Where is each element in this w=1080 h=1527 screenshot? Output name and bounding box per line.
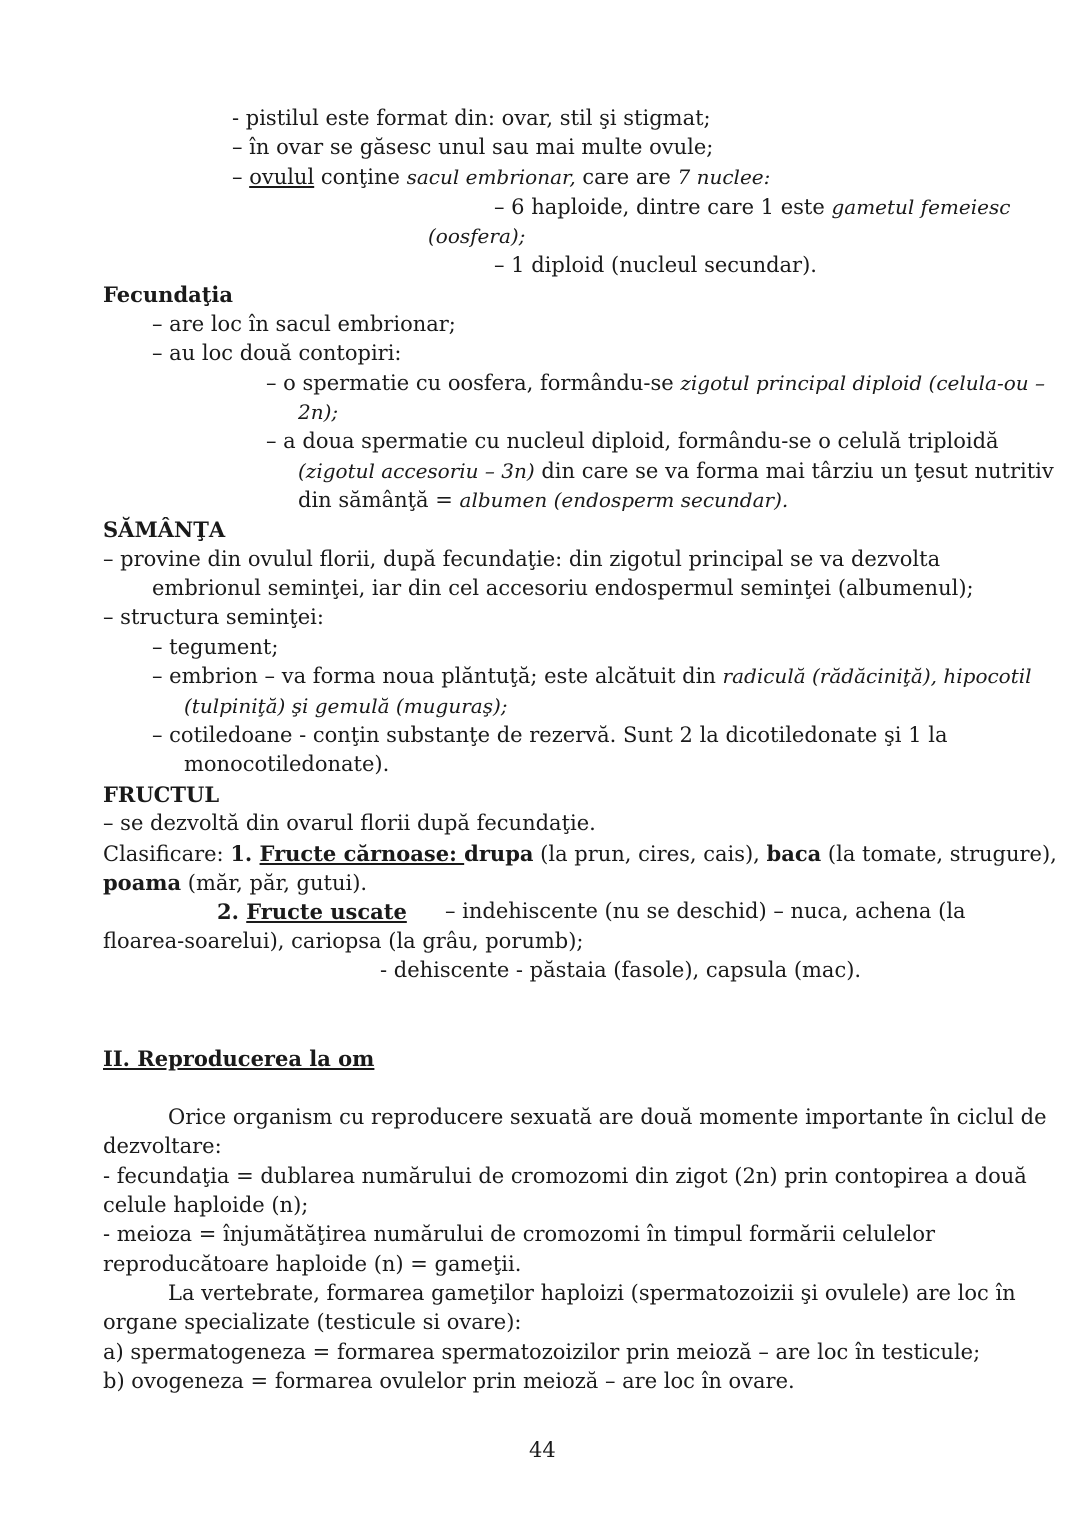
- text: (la tomate, strugure),: [821, 842, 1057, 866]
- fecundatia-line: – au loc două contopiri:: [152, 341, 402, 365]
- fructul-line: – indehiscente (nu se deschid) – nuca, achena (la: [445, 899, 966, 923]
- samanta-line: monocotiledonate).: [184, 752, 390, 776]
- samanta-line: – structura seminţei:: [103, 605, 324, 629]
- nuclee-term: 7 nuclee:: [677, 165, 771, 189]
- baca-term: baca: [766, 841, 822, 866]
- ovar-line: – în ovar se găsesc unul sau mai multe ovule;: [232, 135, 714, 159]
- gamet-term: gametul femeiesc: [831, 195, 1011, 219]
- fecundatia-line: 2n);: [298, 400, 339, 424]
- samanta-line: embrionul seminţei, iar din cel accesoriu endospermul seminţei (albumenul);: [152, 576, 974, 600]
- samanta-line: – provine din ovulul florii, după fecundaţie: din zigotul principal se va dezvolta: [103, 547, 941, 571]
- fecundatia-line: [298, 457, 1054, 486]
- text: din care se va forma mai târziu un ţesut nutritiv: [534, 459, 1054, 483]
- text: care are: [575, 165, 678, 189]
- fructul-line: [103, 868, 367, 898]
- zigot-accesoriu-term: (zigotul accesoriu – 3n): [298, 459, 535, 483]
- text: Clasificare:: [103, 842, 231, 866]
- text: – embrion – va forma noua plăntuţă; este alcătuit din: [152, 664, 723, 688]
- fructul-line: - dehiscente - păstaia (fasole), capsula (mac).: [380, 958, 862, 982]
- fructe-uscate-term: Fructe uscate: [246, 899, 407, 924]
- om-line: La vertebrate, formarea gameţilor haploizi (spermatozoizii şi ovulele) are loc în: [168, 1281, 1016, 1305]
- text: (la prun, cires, cais),: [533, 842, 767, 866]
- radicula-term: radiculă (rădăciniţă), hipocotil: [722, 664, 1032, 688]
- fructul-line: – se dezvoltă din ovarul florii după fecundaţie.: [103, 811, 596, 835]
- samanta-line: – tegument;: [152, 635, 279, 659]
- om-line: - fecundaţia = dublarea numărului de cromozomi din zigot (2n) prin contopirea a două: [103, 1164, 1027, 1188]
- samanta-line: (tulpiniţă) şi gemulă (muguraş);: [184, 694, 508, 718]
- samanta-line: – cotiledoane - conţin substanţe de rezervă. Sunt 2 la dicotiledonate şi 1 la: [152, 723, 948, 747]
- om-line: celule haploide (n);: [103, 1193, 309, 1217]
- text: (măr, păr, gutui).: [181, 871, 368, 895]
- fecundatia-line: – a doua spermatie cu nucleul diploid, formându-se o celulă triploidă: [266, 429, 999, 453]
- text: – 6 haploide, dintre care 1 este: [494, 195, 832, 219]
- pistil-line: - pistilul este format din: ovar, stil şi stigmat;: [232, 106, 711, 130]
- dash: –: [232, 165, 250, 189]
- sac-embrionar-term: sacul embrionar,: [406, 165, 576, 189]
- fecundatia-heading: Fecundaţia: [103, 282, 234, 307]
- text: – o spermatie cu oosfera, formându-se: [266, 371, 681, 395]
- om-line: organe specializate (testicule si ovare):: [103, 1310, 522, 1334]
- fructul-heading: FRUCTUL: [103, 782, 220, 807]
- text: din sămânţă =: [298, 488, 460, 512]
- fructul-line: [217, 897, 442, 927]
- fecundatia-line: [298, 486, 788, 515]
- drupa-term: drupa: [464, 841, 534, 866]
- om-line: - meioza = înjumătăţirea numărului de cromozomi în timpul formării celulelor: [103, 1222, 936, 1246]
- diploid-line: – 1 diploid (nucleul secundar).: [494, 253, 817, 277]
- poama-term: poama: [103, 870, 182, 895]
- om-line: reproducătoare haploide (n) = gameţii.: [103, 1252, 522, 1276]
- page-number: 44: [529, 1438, 556, 1462]
- zigot-principal-term: zigotul principal diploid (celula-ou –: [680, 371, 1046, 395]
- reproducere-om-heading: II. Reproducerea la om: [103, 1046, 375, 1071]
- num: 1.: [230, 841, 260, 866]
- ovulul-term: ovulul: [249, 165, 315, 189]
- albumen-term: albumen (endosperm secundar).: [459, 488, 789, 512]
- samanta-heading: SĂMÂNŢA: [103, 517, 226, 542]
- oosfera-line: (oosfera);: [428, 224, 526, 248]
- samanta-line: [152, 662, 1032, 691]
- fructe-carnoase-term: Fructe cărnoase:: [259, 841, 465, 866]
- om-line: Orice organism cu reproducere sexuată are două momente importante în ciclul de: [168, 1105, 1047, 1129]
- ovulul-line: [232, 163, 770, 192]
- fecundatia-line: – are loc în sacul embrionar;: [152, 312, 456, 336]
- fructul-line: floarea-soarelui), cariopsa (la grâu, porumb);: [103, 929, 584, 953]
- fructul-line: [103, 839, 1057, 869]
- om-line: b) ovogeneza = formarea ovulelor prin meioză – are loc în ovare.: [103, 1369, 795, 1393]
- om-line: dezvoltare:: [103, 1134, 222, 1158]
- haploide-line: [494, 193, 1010, 222]
- fecundatia-line: [266, 369, 1045, 398]
- num: 2.: [217, 899, 247, 924]
- om-line: a) spermatogeneza = formarea spermatozoizilor prin meioză – are loc în testicule;: [103, 1340, 981, 1364]
- text: conţine: [314, 165, 407, 189]
